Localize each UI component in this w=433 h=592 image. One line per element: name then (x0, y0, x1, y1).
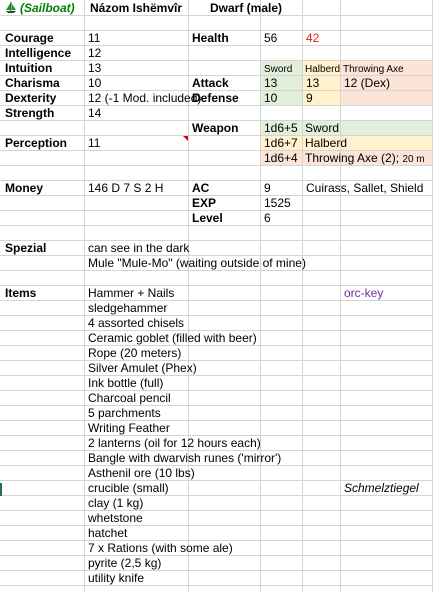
weapon-range-throwing-axe: 20 m (402, 154, 425, 165)
row-selection-marker (0, 483, 2, 496)
exp-label: EXP (192, 196, 217, 210)
weapon-label: Weapon (192, 121, 239, 135)
attr-label-intelligence: Intelligence (5, 46, 72, 60)
item-row: Bangle with dwarvish runes ('mirror') (88, 451, 282, 465)
item-row: crucible (small) (88, 481, 169, 495)
ac-value: 9 (264, 181, 271, 195)
attr-label-courage: Courage (5, 31, 54, 45)
attack-halberd: 13 (306, 76, 320, 90)
weapon-name-halberd: Halberd (305, 136, 348, 150)
character-race: Dwarf (male) (210, 1, 283, 15)
attack-sword: 13 (264, 76, 278, 90)
item-row: clay (1 kg) (88, 496, 144, 510)
item-row: Silver Amulet (Phex) (88, 361, 197, 375)
money-value: 146 D 7 S 2 H (88, 181, 164, 195)
attr-label-perception: Perception (5, 136, 68, 150)
item-row: Asthenil ore (10 lbs) (88, 466, 195, 480)
item-row: hatchet (88, 526, 128, 540)
item-row: Hammer + Nails (88, 286, 175, 300)
special-line: Mule "Mule-Mo" (waiting outside of mine) (88, 256, 306, 270)
item-row: pyrite (2,5 kg) (88, 556, 162, 570)
sword-header: Sword (264, 64, 293, 75)
item-row: 7 x Rations (with some ale) (88, 541, 233, 555)
orc-key-note: orc-key (344, 286, 384, 300)
attr-value-perception: 11 (88, 136, 101, 150)
special-line: can see in the dark (88, 241, 190, 255)
attr-label-charisma: Charisma (5, 76, 60, 90)
attr-value-dexterity: 12 (-1 Mod. included) (88, 91, 202, 105)
item-row: Charcoal pencil (88, 391, 171, 405)
level-label: Level (192, 211, 223, 225)
defense-sword: 10 (264, 91, 278, 105)
weapon-name-throwing-axe (305, 151, 433, 166)
health-current: 42 (306, 31, 320, 45)
defense-halberd: 9 (306, 91, 313, 105)
ac-label: AC (192, 181, 210, 195)
crucible-note: Schmelztiegel (344, 481, 419, 495)
attr-label-strength: Strength (5, 106, 55, 120)
defense-label: Defense (192, 91, 239, 105)
level-value: 6 (264, 211, 271, 225)
attr-label-intuition: Intuition (5, 61, 53, 75)
item-row: utility knife (88, 571, 145, 585)
special-label: Spezial (5, 241, 47, 255)
sailboat-icon (5, 1, 17, 17)
comment-indicator[interactable] (183, 136, 188, 141)
throwing-axe-header: Throwing Axe (343, 64, 404, 75)
halberd-header: Halberd (305, 64, 341, 75)
money-label: Money (5, 181, 44, 195)
exp-value: 1525 (264, 196, 291, 210)
item-row: sledgehammer (88, 301, 168, 315)
item-row: 4 assorted chisels (88, 316, 185, 330)
item-row: Ceramic goblet (filled with beer) (88, 331, 257, 345)
attr-value-intuition: 13 (88, 61, 102, 75)
attr-value-charisma: 10 (88, 76, 102, 90)
item-row: 2 lanterns (oil for 12 hours each) (88, 436, 261, 450)
attr-value-courage: 11 (88, 31, 101, 45)
attack-label: Attack (192, 76, 229, 90)
weapon-name-sword: Sword (305, 121, 340, 135)
item-row: Ink bottle (full) (88, 376, 164, 390)
item-row: whetstone (88, 511, 143, 525)
item-row: 5 parchments (88, 406, 161, 420)
health-value: 56 (264, 31, 278, 45)
items-label: Items (5, 286, 37, 300)
armor-list: Cuirass, Sallet, Shield (306, 181, 424, 195)
character-name: Názom Ishëmvîr (90, 1, 183, 15)
health-label: Health (192, 31, 229, 45)
sailboat-label: (Sailboat) (20, 1, 75, 15)
attr-label-dexterity: Dexterity (5, 91, 57, 105)
item-row: Rope (20 meters) (88, 346, 182, 360)
weapon-damage-sword: 1d6+5 (264, 121, 298, 135)
weapon-name-throwing-axe-text: Throwing Axe (2); (305, 151, 400, 165)
item-row: Writing Feather (88, 421, 170, 435)
attack-throwing-axe: 12 (Dex) (344, 76, 391, 90)
attr-value-strength: 14 (88, 106, 102, 120)
weapon-damage-throwing-axe: 1d6+4 (264, 151, 298, 165)
weapon-damage-halberd: 1d6+7 (264, 136, 298, 150)
attr-value-intelligence: 12 (88, 46, 102, 60)
